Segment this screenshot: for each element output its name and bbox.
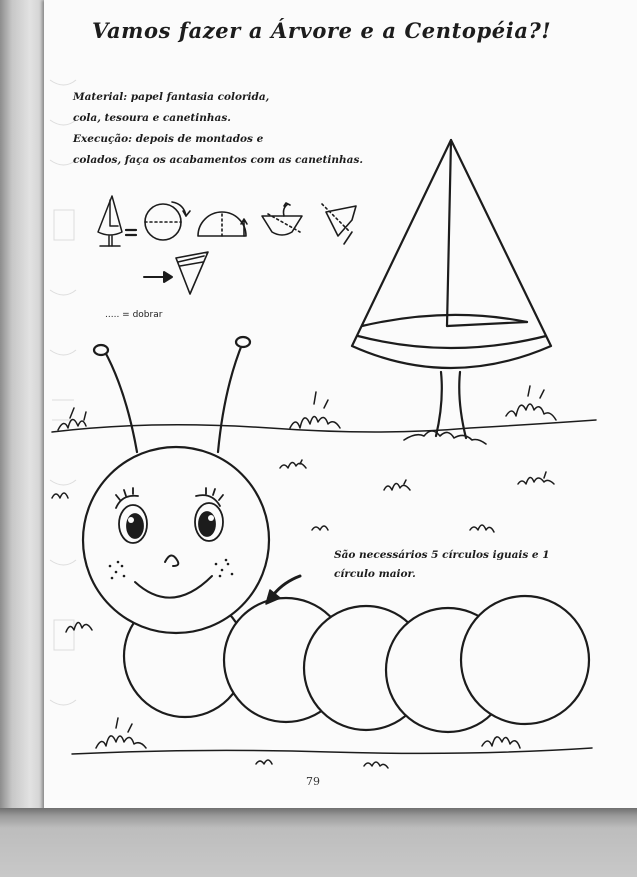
instructions-material-line: Material: papel fantasia colorida,	[73, 91, 270, 103]
instructions-execution-line-2: colados, faça os acabamentos com as canetinhas.	[73, 154, 364, 166]
cone-result-icon	[176, 252, 208, 294]
centipede-body-segment-5	[461, 596, 589, 724]
centipede-note-line-1: São necessários 5 círculos iguais e 1	[334, 549, 550, 561]
cone-fold-step-icon	[322, 204, 356, 244]
mini-tree-icon	[98, 196, 122, 246]
paper-tree	[352, 140, 551, 444]
centipede-note-line-2: círculo maior.	[334, 568, 416, 580]
page-number: 79	[306, 775, 320, 788]
centipede-head	[83, 447, 269, 633]
centipede-antenna-right	[218, 337, 250, 452]
centipede	[83, 337, 589, 732]
page-title: Vamos fazer a Árvore e a Centopéia?!	[92, 18, 552, 43]
instructions-material-line-2: cola, tesoura e canetinhas.	[73, 112, 231, 124]
instructions-execution-line: Execução: depois de montados e	[73, 133, 264, 145]
arrow-right-icon	[144, 272, 172, 282]
centipede-antenna-left	[94, 345, 137, 452]
half-circle-step-icon	[198, 212, 247, 236]
folding-steps-diagram	[98, 196, 356, 294]
quarter-fold-step-icon	[262, 203, 302, 235]
circle-step-icon	[145, 202, 190, 240]
equals-sign	[126, 230, 136, 235]
fold-legend: ..... = dobrar	[105, 310, 163, 320]
